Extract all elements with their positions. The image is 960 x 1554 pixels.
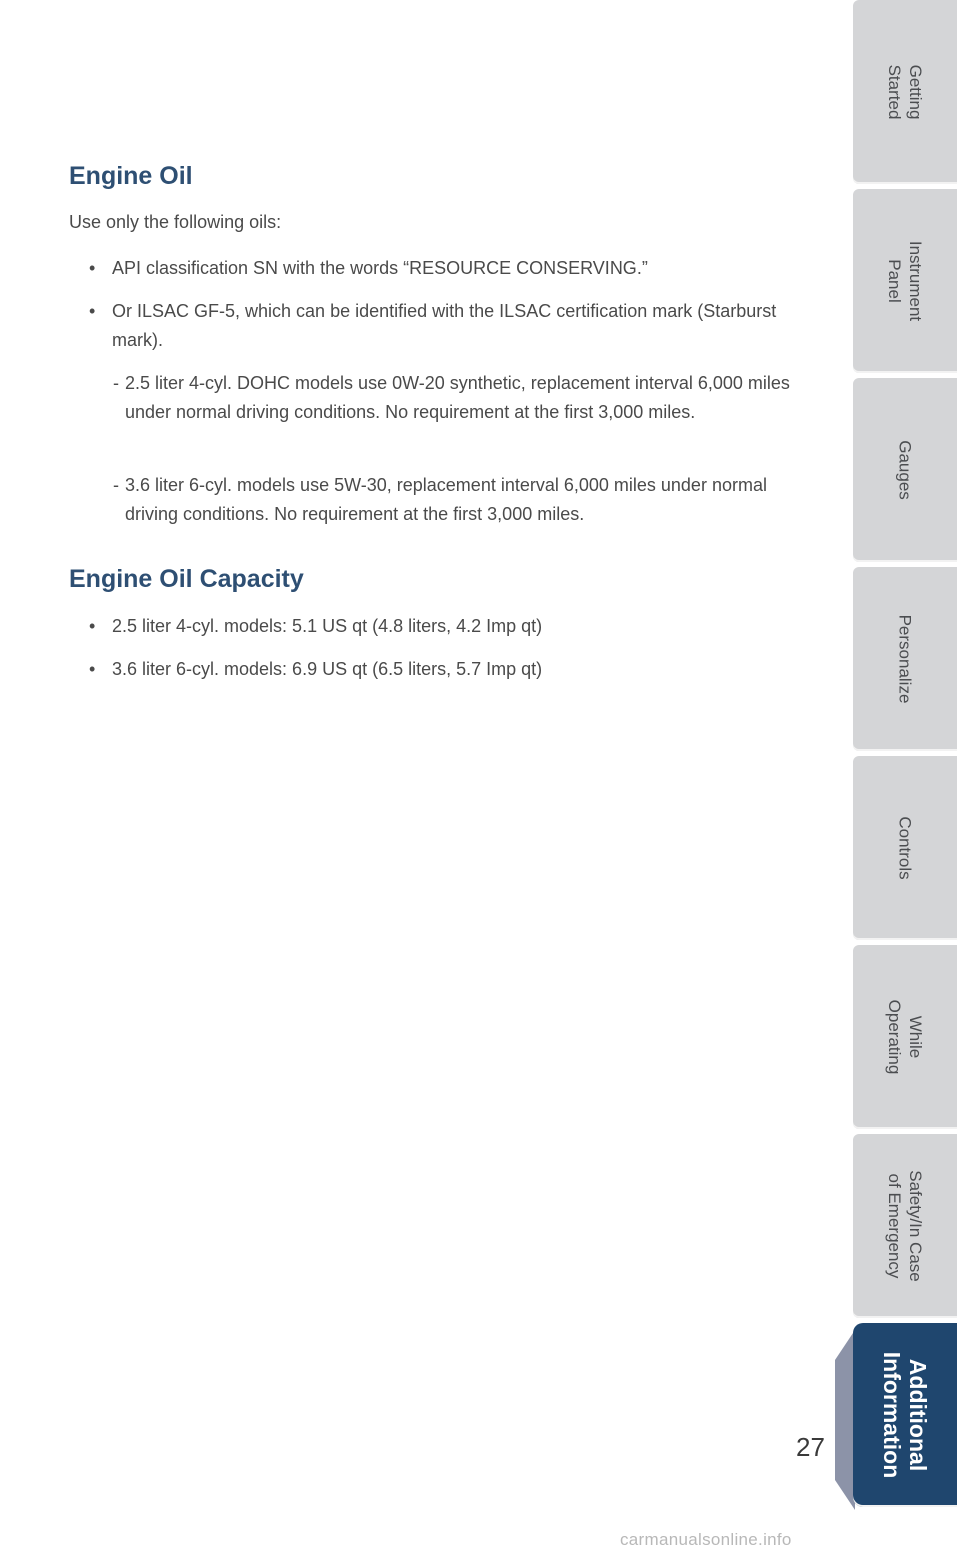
list-item: • 2.5 liter 4-cyl. models: 5.1 US qt (4.8 liters, 4.2 Imp qt) <box>89 612 779 641</box>
list-item: • Or ILSAC GF-5, which can be identified with the ILSAC certification mark (Starburst mark). <box>89 297 779 355</box>
bullet-icon: • <box>89 301 96 321</box>
section-tabs <box>853 0 960 1554</box>
intro-text: Use only the following oils: <box>69 212 282 232</box>
dash-icon: - <box>113 373 119 393</box>
bullet-icon: • <box>89 659 96 679</box>
dash-icon: - <box>113 475 119 495</box>
tab-additional-information[interactable]: Additional Information <box>853 1323 957 1507</box>
active-tab-wedge <box>835 1330 855 1510</box>
tab-getting-started[interactable]: Getting Started <box>853 0 957 184</box>
page-number: 27 <box>796 1432 825 1462</box>
sub-list-item: - 3.6 liter 6-cyl. models use 5W-30, replacement interval 6,000 miles under normal driving conditions. No requirement at the first 3,000 miles. <box>113 471 793 529</box>
bullet-icon: • <box>89 616 96 636</box>
list-item: • 3.6 liter 6-cyl. models: 6.9 US qt (6.5 liters, 5.7 Imp qt) <box>89 655 779 684</box>
section-heading-capacity: Engine Oil Capacity <box>69 565 304 593</box>
list-item: • API classification SN with the words “RESOURCE CONSERVING.” <box>89 254 779 283</box>
tab-instrument-panel[interactable]: Instrument Panel <box>853 189 957 373</box>
tab-while-operating[interactable]: While Operating <box>853 945 957 1129</box>
sub-list-item: - 2.5 liter 4-cyl. DOHC models use 0W-20 synthetic, replacement interval 6,000 miles under normal driving conditions. No requirement at the first 3,000 miles. <box>113 369 793 427</box>
section-heading-engine-oil: Engine Oil <box>69 162 193 190</box>
tab-safety-in-case-of-emergency[interactable]: Safety/In Case of Emergency <box>853 1134 957 1318</box>
tab-gauges[interactable]: Gauges <box>853 378 957 562</box>
watermark: carmanualsonline.info <box>620 1530 792 1549</box>
tab-personalize[interactable]: Personalize <box>853 567 957 751</box>
bullet-icon: • <box>89 258 96 278</box>
tab-controls[interactable]: Controls <box>853 756 957 940</box>
